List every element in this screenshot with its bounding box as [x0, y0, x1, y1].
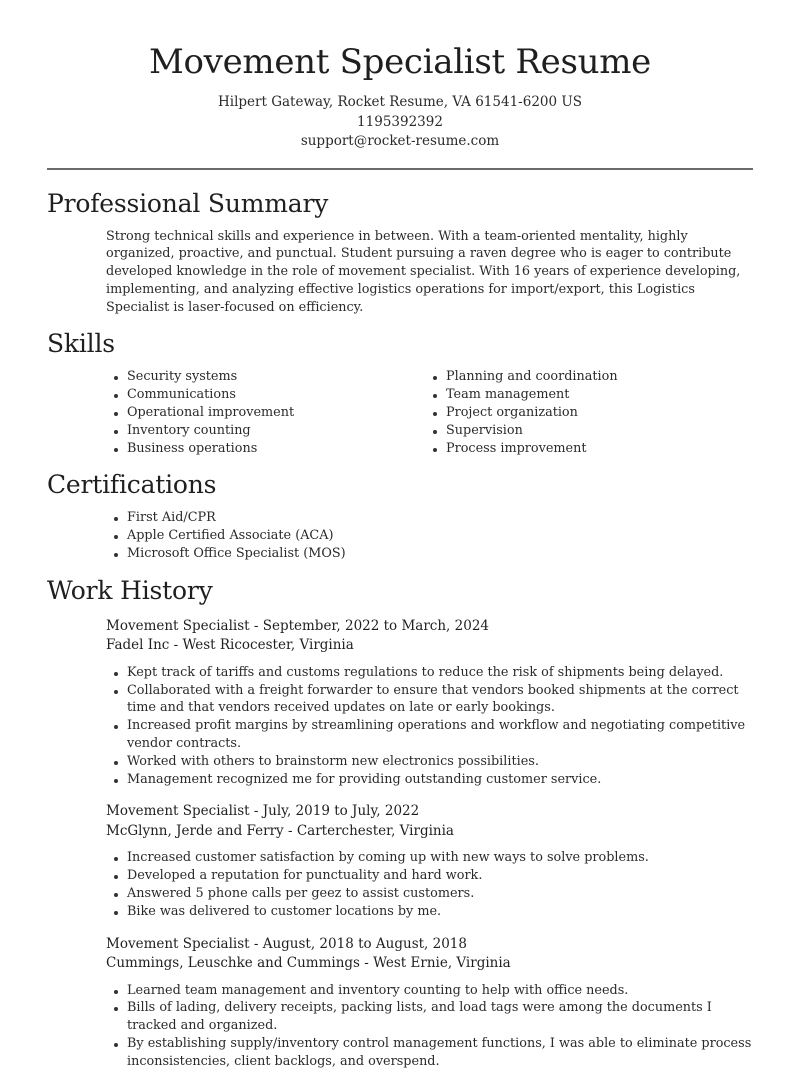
job-bullet: Bills of lading, delivery receipts, packing lists, and load tags were among the documents I tracked and organized. [127, 999, 753, 1035]
skill-item: Business operations [127, 440, 446, 458]
skill-item: Security systems [127, 368, 446, 386]
skill-item: Team management [446, 386, 618, 404]
job-entry [0, 617, 800, 789]
header-divider [47, 168, 753, 170]
resume-title: Movement Specialist Resume [148, 42, 651, 82]
job-bullets [106, 664, 753, 789]
job-entry [0, 935, 800, 1071]
section-heading-summary: Professional Summary [47, 188, 329, 218]
job-title: Movement Specialist - September, 2022 to March, 2024 [106, 617, 489, 634]
skills-column-2 [446, 368, 618, 457]
summary-text: Strong technical skills and experience in between. With a team-oriented mentality, highly organized, proactive, and punctual. Student pursuing a raven degree who is eager to contribute developed knowledge in the role of movement specialist. With 16 years of experience developing, implementing, and analyzing effective logistics operations for import/export, this Logistics Specialist is laser-focused on efficiency. [106, 228, 741, 315]
certifications-list [0, 509, 800, 562]
professional-summary-section [0, 188, 800, 317]
skill-item: Communications [127, 386, 446, 404]
skill-item: Inventory counting [127, 422, 446, 440]
job-entry [0, 802, 800, 920]
job-company: Fadel Inc - West Ricocester, Virginia [106, 637, 354, 654]
job-bullet: Kept track of tariffs and customs regulations to reduce the risk of shipments being delayed. [127, 664, 753, 682]
skills-column-1 [0, 368, 446, 457]
job-bullets [106, 849, 753, 920]
job-bullet: Bike was delivered to customer locations by me. [127, 903, 753, 921]
certifications-section [0, 469, 800, 562]
job-bullet: Increased profit margins by streamlining operations and workflow and negotiating competitive vendor contracts. [127, 717, 753, 753]
work-history-section [0, 575, 800, 1071]
skill-item: Operational improvement [127, 404, 446, 422]
section-heading-work-history: Work History [47, 575, 213, 605]
skills-section [0, 328, 800, 457]
job-company: Cummings, Leuschke and Cummings - West Ernie, Virginia [106, 955, 511, 972]
job-bullet: Developed a reputation for punctuality and hard work. [127, 867, 753, 885]
job-bullet: By establishing supply/inventory control management functions, I was able to eliminate process inconsistencies, client backlogs, and overspend. [127, 1036, 752, 1069]
email: support@rocket-resume.com [300, 133, 500, 149]
job-bullet: Collaborated with a freight forwarder to ensure that vendors booked shipments at the correct time and that vendors received updates on late or early bookings. [127, 682, 753, 718]
skill-item: Project organization [446, 404, 618, 422]
certification-item: Apple Certified Associate (ACA) [127, 527, 800, 545]
job-bullet: Answered 5 phone calls per geez to assist customers. [127, 885, 753, 903]
job-company: McGlynn, Jerde and Ferry - Carterchester, Virginia [106, 822, 454, 839]
section-heading-certifications: Certifications [47, 470, 217, 500]
skill-item: Planning and coordination [446, 369, 618, 385]
job-bullet: Management recognized me for providing outstanding customer service. [127, 771, 753, 789]
address: Hilpert Gateway, Rocket Resume, VA 61541-6200 US [217, 94, 583, 110]
job-bullet: Worked with others to brainstorm new electronics possibilities. [127, 753, 753, 771]
job-bullets [106, 982, 753, 1071]
job-bullet: Increased customer satisfaction by coming up with new ways to solve problems. [127, 849, 753, 867]
section-heading-skills: Skills [47, 329, 115, 359]
certification-item: Microsoft Office Specialist (MOS) [127, 545, 800, 563]
skill-item: Process improvement [446, 440, 618, 458]
skill-item: Supervision [446, 422, 618, 440]
certification-item: First Aid/CPR [127, 509, 800, 527]
job-title: Movement Specialist - July, 2019 to July, 2022 [106, 803, 420, 820]
contact-block [0, 93, 800, 152]
job-title: Movement Specialist - August, 2018 to August, 2018 [106, 935, 467, 952]
phone: 1195392392 [357, 113, 443, 130]
job-bullet: Learned team management and inventory counting to help with office needs. [127, 982, 753, 1000]
